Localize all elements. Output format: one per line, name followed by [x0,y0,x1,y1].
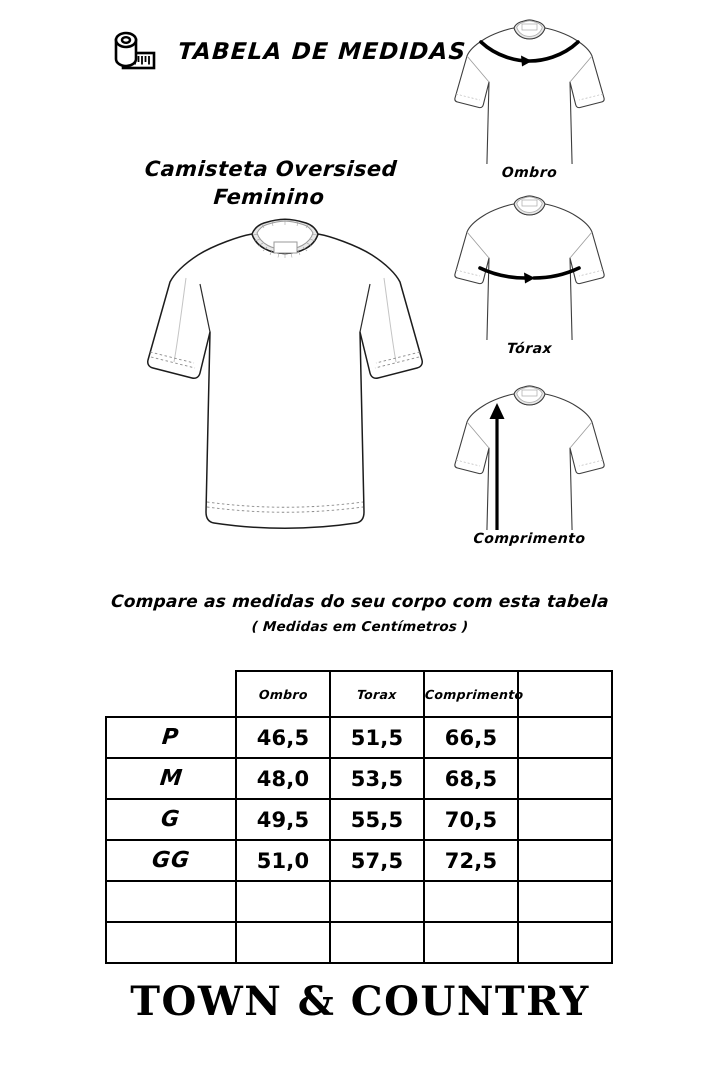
cell-ombro [236,881,330,922]
instructions-main: Compare as medidas do seu corpo com esta tabela [110,592,610,612]
table-row [106,799,612,840]
cell-extra [518,840,612,881]
page-title: TABELA DE MEDIDAS [177,39,468,65]
header-cell-comprimento: Comprimento [424,671,518,717]
diagram-ombro-graphic [442,16,617,164]
row-size-label [106,881,236,922]
cell-ombro: 49,5 [236,799,330,840]
product-title [58,155,482,212]
main-shirt-illustration [140,212,430,562]
header-cell-torax: Torax [330,671,424,717]
cell-extra [518,881,612,922]
cell-torax [330,881,424,922]
row-size-label: P [106,717,236,758]
diagram-ombro-label: Ombro [501,165,558,181]
cell-comprimento: 68,5 [424,758,518,799]
table-header-row [106,671,612,717]
diagram-torax-label: Tórax [506,341,553,357]
cell-ombro: 46,5 [236,717,330,758]
table-row [106,881,612,922]
cell-extra [518,758,612,799]
diagram-comprimento-graphic [442,382,617,530]
cell-extra [518,922,612,963]
row-size-label: G [106,799,236,840]
diagram-comprimento [442,382,617,547]
cell-ombro: 51,0 [236,840,330,881]
cell-comprimento [424,881,518,922]
measuring-tape-icon [110,26,162,78]
cell-comprimento: 72,5 [424,840,518,881]
header-cell-blank [106,671,236,717]
cell-torax: 57,5 [330,840,424,881]
brand-logo: TOWN & COUNTRY [130,978,590,1025]
neck-label [274,242,297,253]
table-row [106,922,612,963]
cell-torax: 51,5 [330,717,424,758]
cell-comprimento: 66,5 [424,717,518,758]
row-size-label [106,922,236,963]
cell-torax [330,922,424,963]
row-size-label: GG [106,840,236,881]
cell-extra [518,717,612,758]
header-cell-extra [518,671,612,717]
instructions-units: ( Medidas em Centímetros ) [251,619,469,635]
cell-ombro [236,922,330,963]
cell-extra [518,799,612,840]
diagram-torax [442,192,617,357]
cell-torax: 55,5 [330,799,424,840]
table-row [106,840,612,881]
header-cell-ombro: Ombro [236,671,330,717]
diagram-torax-graphic [442,192,617,340]
product-title-line-1: Camisteta Oversised [144,157,398,181]
instructions [0,592,720,635]
table-row [106,717,612,758]
cell-comprimento: 70,5 [424,799,518,840]
row-size-label: M [106,758,236,799]
table-row [106,758,612,799]
diagram-comprimento-label: Comprimento [472,531,587,547]
product-title-line-2: Feminino [212,185,326,210]
diagram-ombro [442,16,617,181]
cell-torax: 53,5 [330,758,424,799]
cell-ombro: 48,0 [236,758,330,799]
cell-comprimento [424,922,518,963]
size-table [105,670,613,964]
